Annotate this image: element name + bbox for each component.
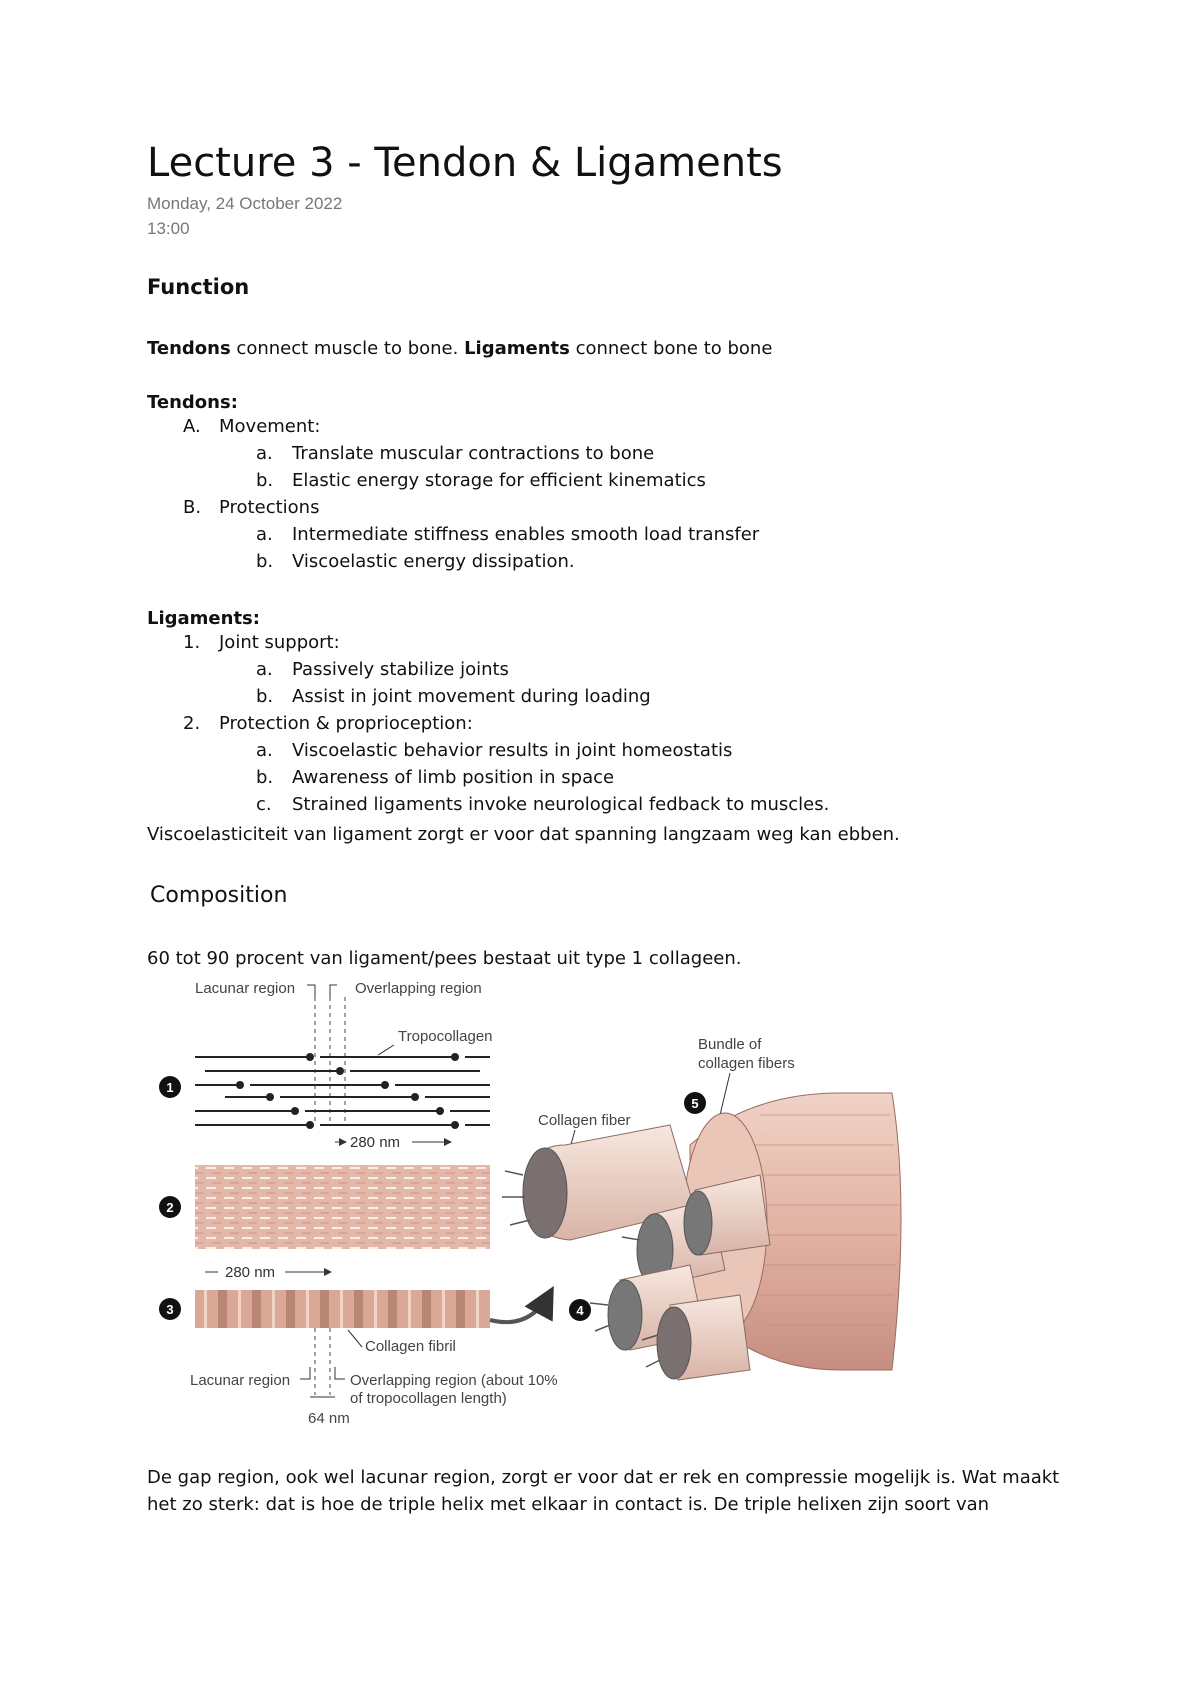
label-bundle-1: Bundle of	[698, 1036, 762, 1053]
label-collagen-fiber: Collagen fiber	[538, 1112, 631, 1129]
time-meta: 13:00	[147, 219, 190, 238]
collagen-fibril-band	[195, 1290, 490, 1328]
fiber-end-face	[684, 1191, 712, 1255]
page-title: Lecture 3 - Tendon & Ligaments	[147, 140, 783, 186]
date-meta: Monday, 24 October 2022	[147, 194, 343, 213]
collagen-diagram	[150, 975, 910, 1445]
list-marker: a.	[256, 740, 273, 761]
label-lacunar-bottom: Lacunar region	[190, 1372, 291, 1389]
label-pointer	[348, 1330, 362, 1347]
step-number: 5	[691, 1096, 699, 1111]
tropocollagen-heads	[236, 1053, 459, 1129]
fiber-end-face	[523, 1148, 567, 1238]
label-pointer	[335, 1367, 345, 1379]
list-item: Protection & proprioception:	[219, 713, 473, 734]
list-marker: b.	[256, 686, 274, 707]
label-pointer	[300, 1367, 310, 1379]
list-item: Awareness of limb position in space	[292, 767, 615, 788]
list-marker: b.	[256, 551, 274, 572]
fiber-end-face	[657, 1307, 691, 1379]
list-item: Strained ligaments invoke neurological fedback to muscles.	[292, 794, 830, 815]
list-item: Movement:	[219, 416, 321, 437]
label-280-b: 280 nm	[225, 1264, 276, 1281]
list-marker: a.	[256, 659, 273, 680]
list-marker: 2.	[183, 713, 201, 734]
composition-paragraph-line-1: De gap region, ook wel lacunar region, zorgt er voor dat er rek en compressie mogelijk is. Wat maakt	[147, 1467, 1060, 1488]
label-pointer	[330, 985, 337, 997]
tropocollagen-lines	[195, 1057, 490, 1125]
step-number: 4	[576, 1303, 584, 1318]
list-item: Elastic energy storage for efficient kinematics	[292, 470, 706, 491]
heading-function: Function	[147, 275, 250, 299]
list-item: Protections	[219, 497, 320, 518]
label-overlap-bottom-1: Overlapping region (about 10%	[350, 1372, 558, 1389]
label-pointer	[378, 1045, 394, 1055]
list-item: Joint support:	[219, 632, 340, 653]
list-marker: b.	[256, 767, 274, 788]
intro-part2: connect bone to bone	[569, 338, 773, 359]
list-item: Viscoelastic behavior results in joint homeostatis	[292, 740, 733, 761]
label-collagen-fibril: Collagen fibril	[365, 1338, 456, 1355]
label-pointer	[720, 1073, 730, 1115]
list-marker: a.	[256, 524, 273, 545]
tendons-word: Tendons	[147, 338, 231, 359]
step-number: 1	[166, 1080, 174, 1095]
microfibril-block	[195, 1165, 490, 1249]
function-intro	[147, 335, 772, 362]
fiber-end-face	[608, 1280, 642, 1350]
composition-intro: 60 tot 90 procent van ligament/pees bestaat uit type 1 collageen.	[147, 948, 742, 969]
heading-composition: Composition	[150, 883, 288, 908]
composition-paragraph-line-2: het zo sterk: dat is hoe de triple helix met elkaar in contact is. De triple helixen zijn soort van	[147, 1494, 990, 1515]
label-tropocollagen: Tropocollagen	[398, 1028, 493, 1045]
list-item: Intermediate stiffness enables smooth load transfer	[292, 524, 760, 545]
list-item: Assist in joint movement during loading	[292, 686, 651, 707]
viscoelastic-note: Viscoelasticiteit van ligament zorgt er voor dat spanning langzaam weg kan ebben.	[147, 824, 900, 845]
list-marker: c.	[256, 794, 272, 815]
list-marker: A.	[183, 416, 201, 437]
list-item: Passively stabilize joints	[292, 659, 509, 680]
list-marker: a.	[256, 443, 273, 464]
intro-part1: connect muscle to bone.	[230, 338, 465, 359]
ligaments-word: Ligaments	[464, 338, 570, 359]
label-lacunar-top: Lacunar region	[195, 980, 296, 997]
list-item: Translate muscular contractions to bone	[292, 443, 655, 464]
label-280-a: 280 nm	[350, 1134, 401, 1151]
step-number: 2	[166, 1200, 174, 1215]
label-64nm: 64 nm	[308, 1410, 350, 1427]
label-overlap-top: Overlapping region	[355, 980, 482, 997]
list-marker: b.	[256, 470, 274, 491]
label-pointer	[307, 985, 315, 997]
label-bundle-2: collagen fibers	[698, 1055, 795, 1072]
ligaments-label: Ligaments:	[147, 608, 260, 629]
label-overlap-bottom-2: of tropocollagen length)	[350, 1390, 507, 1407]
list-marker: B.	[183, 497, 202, 518]
transition-arrow	[490, 1293, 550, 1322]
list-item: Viscoelastic energy dissipation.	[292, 551, 575, 572]
tendons-label: Tendons:	[147, 392, 238, 413]
step-number: 3	[166, 1302, 174, 1317]
list-marker: 1.	[183, 632, 201, 653]
